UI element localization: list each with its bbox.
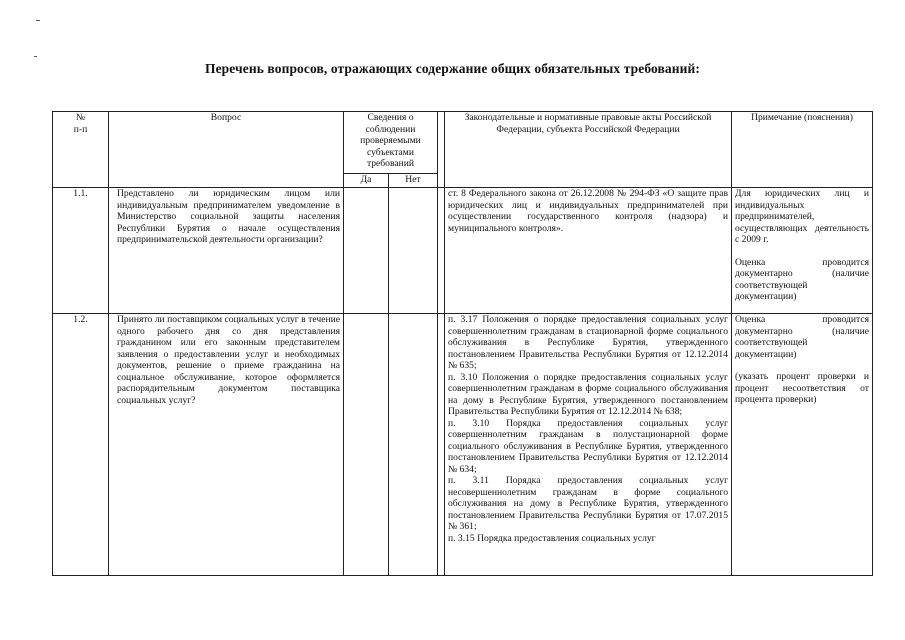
table-header-row bbox=[53, 112, 873, 174]
scan-speck bbox=[34, 56, 37, 57]
note-text: Для юридических лиц и индивидуальных предпринимателей, осуществляющих деятельность с 2009 г. bbox=[735, 188, 869, 245]
answer-no-cell[interactable] bbox=[389, 314, 438, 576]
note-text: (указать процент проверки и процент несоответствия от процента проверки) bbox=[735, 371, 869, 405]
acts-cell bbox=[445, 314, 732, 576]
acts-text: п. 3.17 Положения о порядке предоставления социальных услуг совершеннолетним гражданам в стационарной форме социального обслуживания в Республике Бурятия, утвержденного постановлением Правительства Республики Бурятия от 12.12.2014 № 635; bbox=[448, 314, 728, 371]
row-number bbox=[53, 314, 109, 576]
answer-yes-cell[interactable] bbox=[344, 314, 389, 576]
header-yes bbox=[344, 174, 389, 188]
note-gap bbox=[735, 360, 869, 371]
acts-text: ст. 8 Федерального закона от 26.12.2008 № 294-ФЗ «О защите прав юридических лиц и индивидуальных предпринимателей при осуществлении государственного контроля (надзора) и муниципального контроля». bbox=[448, 188, 728, 234]
header-acts bbox=[445, 112, 732, 188]
header-compliance-label: Сведения о соблюдении проверяемыми субъектами требований bbox=[360, 112, 421, 169]
row-number-label: 1.2. bbox=[73, 314, 88, 325]
spacer-cell bbox=[438, 188, 445, 314]
answer-no-cell[interactable] bbox=[389, 188, 438, 314]
row-number-label: 1.1. bbox=[73, 188, 88, 199]
header-acts-label: Законодательные и нормативные правовые акты Российской Федерации, субъекта Российской Федерации bbox=[464, 112, 712, 135]
acts-text: п. 3.11 Порядка предоставления социальных услуг несовершеннолетним гражданам в форме социального обслуживания на дому в Республике Бурятия, утвержденного постановлением Правительства Республики Бурятия от 17.07.2015 № 361; bbox=[448, 475, 728, 532]
note-text: Оценка проводится документарно (наличие соответствующей документации) bbox=[735, 256, 869, 302]
table-row bbox=[53, 188, 873, 314]
header-note-label: Примечание (пояснения) bbox=[751, 112, 853, 123]
acts-text: п. 3.10 Порядка предоставления социальных услуг совершеннолетним гражданам в полустационарной форме социального обслуживания в Республике Бурятия, утвержденного постановлением Правительства Республики Бурятия от 12.12.2014 № 634; bbox=[448, 417, 728, 475]
question-text: Принято ли поставщиком социальных услуг в течение одного рабочего дня со дня представления гражданином или его законным представителем заявления о предоставлении услуг и необходимых документов, решение о приеме гражданина на социальное обслуживание, которое оформляется распорядительным документом поставщика социальных услуг? bbox=[117, 314, 340, 406]
acts-text: п. 3.10 Положения о порядке предоставления социальных услуг совершеннолетним гражданам в форме социального обслуживания на дому в Республике Бурятия, утвержденного постановлением Правительства Республики Бурятия от 12.12.2014 № 638; bbox=[448, 371, 728, 417]
acts-text: п. 3.15 Порядка предоставления социальных услуг bbox=[448, 532, 656, 544]
page-title: Перечень вопросов, отражающих содержание общих обязательных требований: bbox=[204, 61, 701, 76]
scan-speck bbox=[36, 20, 40, 21]
acts-cell bbox=[445, 188, 732, 314]
header-note bbox=[732, 112, 873, 188]
header-number-label: № п-п bbox=[73, 112, 88, 135]
table-row bbox=[53, 314, 873, 576]
header-yes-label: Да bbox=[360, 174, 372, 185]
question-cell bbox=[109, 188, 344, 314]
requirements-table bbox=[52, 111, 873, 576]
spacer-cell bbox=[438, 314, 445, 576]
header-question-label: Вопрос bbox=[210, 112, 242, 123]
header-question bbox=[109, 112, 344, 188]
row-number bbox=[53, 188, 109, 314]
note-cell bbox=[732, 188, 873, 314]
header-no-label: Нет bbox=[405, 174, 421, 185]
header-compliance bbox=[344, 112, 438, 174]
header-spacer bbox=[438, 112, 445, 188]
header-number bbox=[53, 112, 109, 188]
question-cell bbox=[109, 314, 344, 576]
note-gap bbox=[735, 246, 869, 257]
answer-yes-cell[interactable] bbox=[344, 188, 389, 314]
question-text: Представлено ли юридическим лицом или индивидуальным предпринимателем уведомление в Министерство социальной защиты населения Республики Бурятия о начале осуществления предпринимательской деятельности организации? bbox=[117, 188, 340, 245]
header-no bbox=[389, 174, 438, 188]
note-cell bbox=[732, 314, 873, 576]
note-text: Оценка проводится документарно (наличие соответствующей документации) bbox=[735, 314, 869, 360]
